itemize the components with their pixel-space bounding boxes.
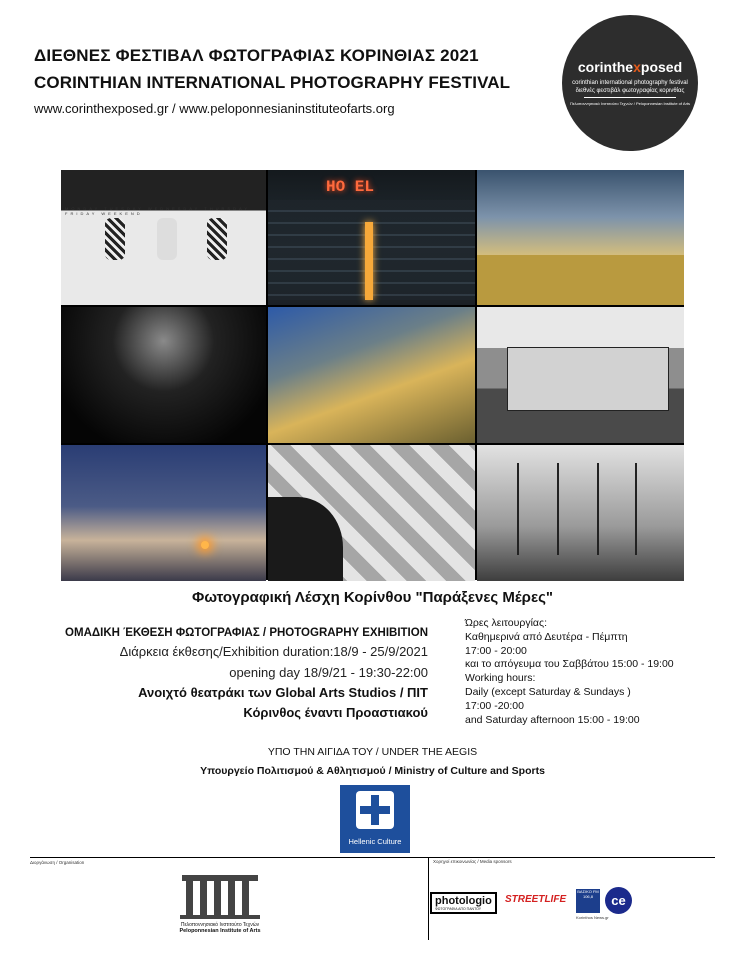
- logo-subtitle-english: corinthian international photography festival: [572, 80, 688, 86]
- hours-line: 17:00 -20:00: [465, 699, 524, 712]
- club-title: Φωτογραφική Λέσχη Κορίνθου "Παράξενες Μέρες": [192, 589, 553, 606]
- ministry-name: Υπουργείο Πολιτισμού & Αθλητισμού / Ministry of Culture and Sports: [200, 765, 545, 777]
- logo-divider: [584, 97, 676, 98]
- mask-shape: [105, 218, 125, 260]
- greek-cross-icon: [356, 791, 394, 829]
- exhibition-info: [38, 625, 428, 723]
- hellenic-culture-logo: [340, 785, 410, 853]
- temple-column: [186, 881, 193, 915]
- hours-line: Working hours:: [465, 672, 536, 685]
- rooftop-wall: [477, 255, 684, 305]
- hotel-neon-sign: HO EL: [326, 178, 375, 196]
- festival-title-english: CORINTHIAN INTERNATIONAL PHOTOGRAPHY FESTIVAL: [34, 73, 511, 92]
- photo-night-street: [61, 445, 266, 581]
- photo-hotel-sign: [268, 170, 475, 305]
- photo-shed: [477, 307, 684, 443]
- festival-title-greek: ΔΙΕΘΝΕΣ ΦΕΣΤΙΒΑΛ ΦΩΤΟΓΡΑΦΙΑΣ ΚΟΡΙΝΘΙΑΣ 2021: [34, 46, 479, 65]
- media-sponsors-label: Χορηγοί επικοινωνίας / Media sponsors: [433, 859, 512, 864]
- exhibition-duration: Διάρκεια έκθεσης/Exhibition duration:18/9 - 25/9/2021: [119, 644, 428, 659]
- opening-day: opening day 18/9/21 - 19:30-22:00: [229, 665, 428, 680]
- mask-shape: [157, 218, 177, 260]
- ship-mast: [517, 463, 519, 555]
- working-hours: [465, 617, 735, 727]
- exhibition-heading: ΟΜΑΔΙΚΗ ΈΚΘΕΣΗ ΦΩΤΟΓΡΑΦΙΑΣ / PHOTOGRAPHY EXHIBITION: [65, 627, 428, 639]
- festival-logo: [562, 15, 698, 151]
- photo-reflection: [268, 307, 475, 443]
- photo-grid: [61, 170, 684, 580]
- photologio-tagline: ΦΩΤΟΓΡΑΦΙΑ ΑΠΟ ΠΑΝΤΟΥ: [435, 907, 482, 911]
- temple-column: [228, 881, 235, 915]
- ce-logo: ce: [605, 887, 632, 914]
- hours-line: Ώρες λειτουργίας:: [465, 617, 547, 629]
- shed-building: [507, 347, 669, 411]
- temple-column: [200, 881, 207, 915]
- ship-mast: [557, 463, 559, 555]
- radio-caption: Korinthos News.gr: [576, 915, 609, 920]
- weekday-labels: MONDAY TUESDAY WEDNESDAY THURSDAY FRIDAY WEEKEND: [65, 206, 250, 216]
- hours-line: 17:00 - 20:00: [465, 644, 527, 657]
- temple-column: [242, 881, 249, 915]
- streetlife-logo: STREETLIFE: [505, 894, 567, 905]
- photo-feet-cats: [268, 445, 475, 581]
- organisation-label: Διοργάνωση / Organisation: [30, 860, 85, 865]
- street-lamp: [201, 541, 209, 549]
- hours-line: and Saturday afternoon 15:00 - 19:00: [465, 713, 640, 726]
- institute-logo: [178, 873, 262, 937]
- hours-line: Daily (except Saturday & Sundays ): [465, 685, 631, 698]
- website-links: www.corinthexposed.gr / www.peloponnesianinstituteofarts.org: [34, 101, 395, 116]
- ship-mast: [597, 463, 599, 555]
- photo-dark-interior: [61, 307, 266, 443]
- institute-name-english: Peloponnesian Institute of Arts: [179, 928, 261, 934]
- neon-tube: [365, 222, 373, 300]
- temple-base: [180, 915, 260, 919]
- photo-rooftop-shadow: [477, 170, 684, 305]
- institute-name-greek: Πελοποννησιακό Ινστιτούτο Τεχνών: [180, 922, 260, 928]
- hours-line: Καθημερινά από Δευτέρα - Πέμπτη: [465, 630, 628, 643]
- venue-location: Κόρινθος έναντι Προαστιακού: [243, 705, 428, 720]
- footer-divider: [30, 857, 715, 858]
- photo-ships-rain: [477, 445, 684, 581]
- mask-shape: [207, 218, 227, 260]
- venue-name: Ανοιχτό θεατράκι των Global Arts Studios / ΠΙΤ: [138, 685, 428, 700]
- photologio-logo: photologio ΦΩΤΟΓΡΑΦΙΑ ΑΠΟ ΠΑΝΤΟΥ: [430, 892, 497, 914]
- ship-mast: [635, 463, 637, 555]
- hellenic-culture-text: Hellenic Culture: [348, 837, 402, 846]
- logo-institute-text: Πελοποννησιακό Ινστιτούτο Τεχνών / Peloponnesian Institute of Arts: [569, 101, 691, 106]
- legs-silhouette: [268, 497, 343, 581]
- temple-column: [214, 881, 221, 915]
- footer-column-divider: [428, 858, 429, 940]
- hours-line: και το απόγευμα του Σαββάτου 15:00 - 19:00: [465, 658, 674, 671]
- aegis-heading: ΥΠΟ ΤΗΝ ΑΙΓΙΔΑ ΤΟΥ / UNDER THE AEGIS: [267, 746, 478, 758]
- logo-subtitle-greek: διεθνές φεστιβάλ φωτογραφίας κορινθίας: [575, 88, 685, 94]
- photo-masks: [61, 170, 266, 305]
- logo-wordmark: corinthexposed: [577, 59, 683, 75]
- radio-logo: ΒΑΣΙΚΟ FM 106,8: [576, 889, 600, 913]
